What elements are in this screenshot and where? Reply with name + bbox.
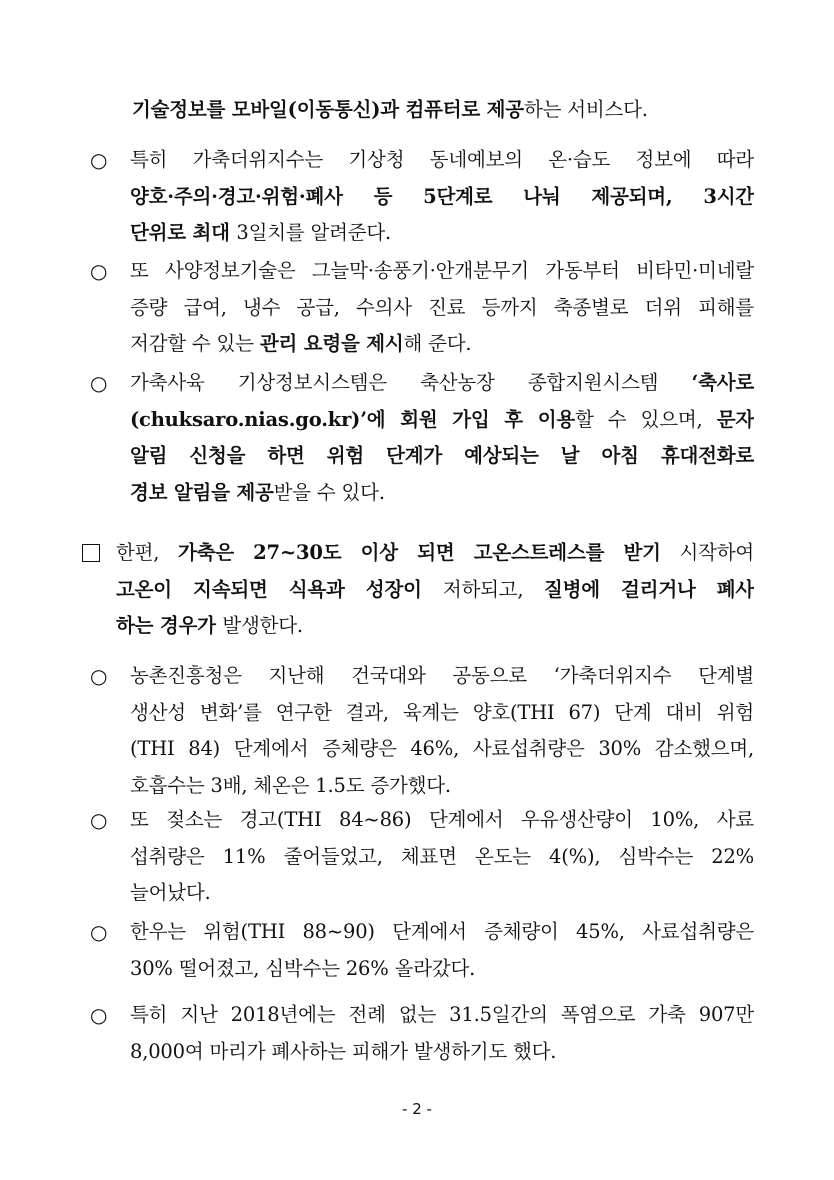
circle-bullet-icon: ○ bbox=[90, 920, 108, 944]
paragraph-line bbox=[130, 179, 754, 216]
text-run: 고온이 지속되면 식욕과 성장이 bbox=[116, 577, 443, 601]
text-run: 농촌진흥청은 지난해 건국대와 공동으로 ‘가축더위지수 단계별 bbox=[130, 664, 754, 687]
text-run: 저하되고, bbox=[442, 577, 544, 601]
intro-paragraph bbox=[132, 92, 732, 129]
paragraph-line bbox=[130, 768, 754, 805]
paragraph-line bbox=[130, 475, 754, 512]
paragraph-line bbox=[130, 1034, 754, 1071]
paragraph-line bbox=[130, 365, 754, 402]
paragraph-line bbox=[130, 997, 754, 1034]
text-run: 시작하여 bbox=[660, 541, 754, 564]
text-run: 3일치를 알려준다. bbox=[236, 221, 392, 244]
text-run: 양호·주의·경고·위험·폐사 등 5단계로 나눠 제공되며, 3시간 bbox=[130, 184, 754, 208]
circle-bullet-icon: ○ bbox=[90, 1003, 108, 1027]
text-run: 받을 수 있다. bbox=[273, 480, 385, 504]
text-run: 관리 요령을 제시 bbox=[259, 332, 404, 355]
bullet-paragraph bbox=[130, 914, 754, 987]
square-bullet-icon bbox=[82, 544, 100, 562]
text-run: 경보 알림을 제공 bbox=[130, 480, 274, 504]
paragraph-line bbox=[130, 731, 754, 768]
bullet-paragraph bbox=[130, 365, 754, 511]
paragraph-line bbox=[130, 951, 754, 988]
text-run: ‘축사로 bbox=[691, 371, 754, 394]
text-run: 30% 떨어졌고, 심박수는 26% 올라갔다. bbox=[130, 956, 476, 980]
text-run: 또 젖소는 경고(THI 84~86) 단계에서 우유생산량이 10%, 사료 bbox=[130, 808, 754, 831]
bullet-paragraph bbox=[130, 142, 754, 252]
text-run: 생산성 변화’를 연구한 결과, 육계는 양호(THI 67) 단계 대비 위험 bbox=[130, 700, 754, 724]
text-run: 특히 지난 2018년에는 전례 없는 31.5일간의 폭염으로 가축 907만 bbox=[130, 1003, 754, 1026]
page-number: - 2 - bbox=[402, 1100, 432, 1118]
text-run: 한우는 위험(THI 88~90) 단계에서 증체량이 45%, 사료섭취량은 bbox=[130, 920, 754, 943]
text-run: 한편, bbox=[116, 541, 178, 564]
text-run: 발생한다. bbox=[222, 614, 303, 637]
paragraph-line bbox=[116, 608, 754, 645]
text-run: 기술정보를 모바일(이동통신)과 컴퓨터로 제공 bbox=[132, 98, 524, 121]
text-run: 늘어났다. bbox=[130, 881, 211, 904]
text-run: 알림 신청을 하면 위험 단계가 예상되는 날 아침 휴대전화로 bbox=[130, 444, 754, 467]
text-run: 가축은 27~30도 이상 되면 고온스트레스를 받기 bbox=[177, 541, 661, 564]
circle-bullet-icon: ○ bbox=[90, 148, 108, 172]
circle-bullet-icon: ○ bbox=[90, 259, 108, 283]
text-run: 증량 급여, 냉수 공급, 수의사 진료 등까지 축종별로 더위 피해를 bbox=[130, 295, 754, 319]
text-run: 또 사양정보기술은 그늘막·송풍기·안개분무기 가동부터 비타민·미네랄 bbox=[130, 259, 754, 282]
text-run: 가축사육 기상정보시스템은 축산농장 종합지원시스템 bbox=[130, 371, 692, 394]
paragraph-line bbox=[130, 839, 754, 876]
text-run: (chuksaro.nias.go.kr)’에 회원 가입 후 이용 bbox=[130, 407, 575, 431]
text-run: 단위로 최대 bbox=[130, 221, 237, 244]
paragraph-line bbox=[130, 438, 754, 475]
text-run: 해 준다. bbox=[403, 332, 472, 355]
paragraph-line bbox=[130, 290, 754, 327]
paragraph-line bbox=[130, 658, 754, 695]
bullet-paragraph bbox=[130, 802, 754, 912]
bullet-paragraph bbox=[130, 997, 754, 1070]
paragraph-line bbox=[130, 875, 754, 912]
intro-line bbox=[132, 92, 732, 129]
text-run: 할 수 있으며, bbox=[574, 407, 717, 431]
bullet-paragraph bbox=[130, 658, 754, 804]
text-run: 질병에 걸리거나 폐사 bbox=[543, 577, 754, 601]
circle-bullet-icon: ○ bbox=[90, 808, 108, 832]
bullet-paragraph bbox=[130, 253, 754, 363]
paragraph-line bbox=[130, 326, 754, 363]
text-run: 섭취량은 11% 줄어들었고, 체표면 온도는 4(%), 심박수는 22% bbox=[130, 844, 754, 868]
section-paragraph bbox=[116, 535, 754, 645]
text-run: 호흡수는 3배, 체온은 1.5도 증가했다. bbox=[130, 773, 451, 797]
paragraph-line bbox=[130, 914, 754, 951]
paragraph-line bbox=[130, 215, 754, 252]
paragraph-line bbox=[116, 572, 754, 609]
paragraph-line bbox=[130, 402, 754, 439]
paragraph-line bbox=[116, 535, 754, 572]
text-run: (THI 84) 단계에서 증체량은 46%, 사료섭취량은 30% 감소했으며, bbox=[130, 737, 754, 760]
text-run: 8,000여 마리가 폐사하는 피해가 발생하기도 했다. bbox=[130, 1039, 557, 1063]
text-run: 저감할 수 있는 bbox=[130, 332, 260, 355]
paragraph-line bbox=[130, 695, 754, 732]
text-run: 하는 서비스다. bbox=[523, 98, 648, 121]
paragraph-line bbox=[130, 802, 754, 839]
text-run: 문자 bbox=[716, 407, 754, 431]
text-run: 하는 경우가 bbox=[116, 614, 223, 637]
text-run: 특히 가축더위지수는 기상청 동네예보의 온·습도 정보에 따라 bbox=[130, 148, 754, 171]
paragraph-line bbox=[130, 142, 754, 179]
circle-bullet-icon: ○ bbox=[90, 664, 108, 688]
circle-bullet-icon: ○ bbox=[90, 371, 108, 395]
paragraph-line bbox=[130, 253, 754, 290]
